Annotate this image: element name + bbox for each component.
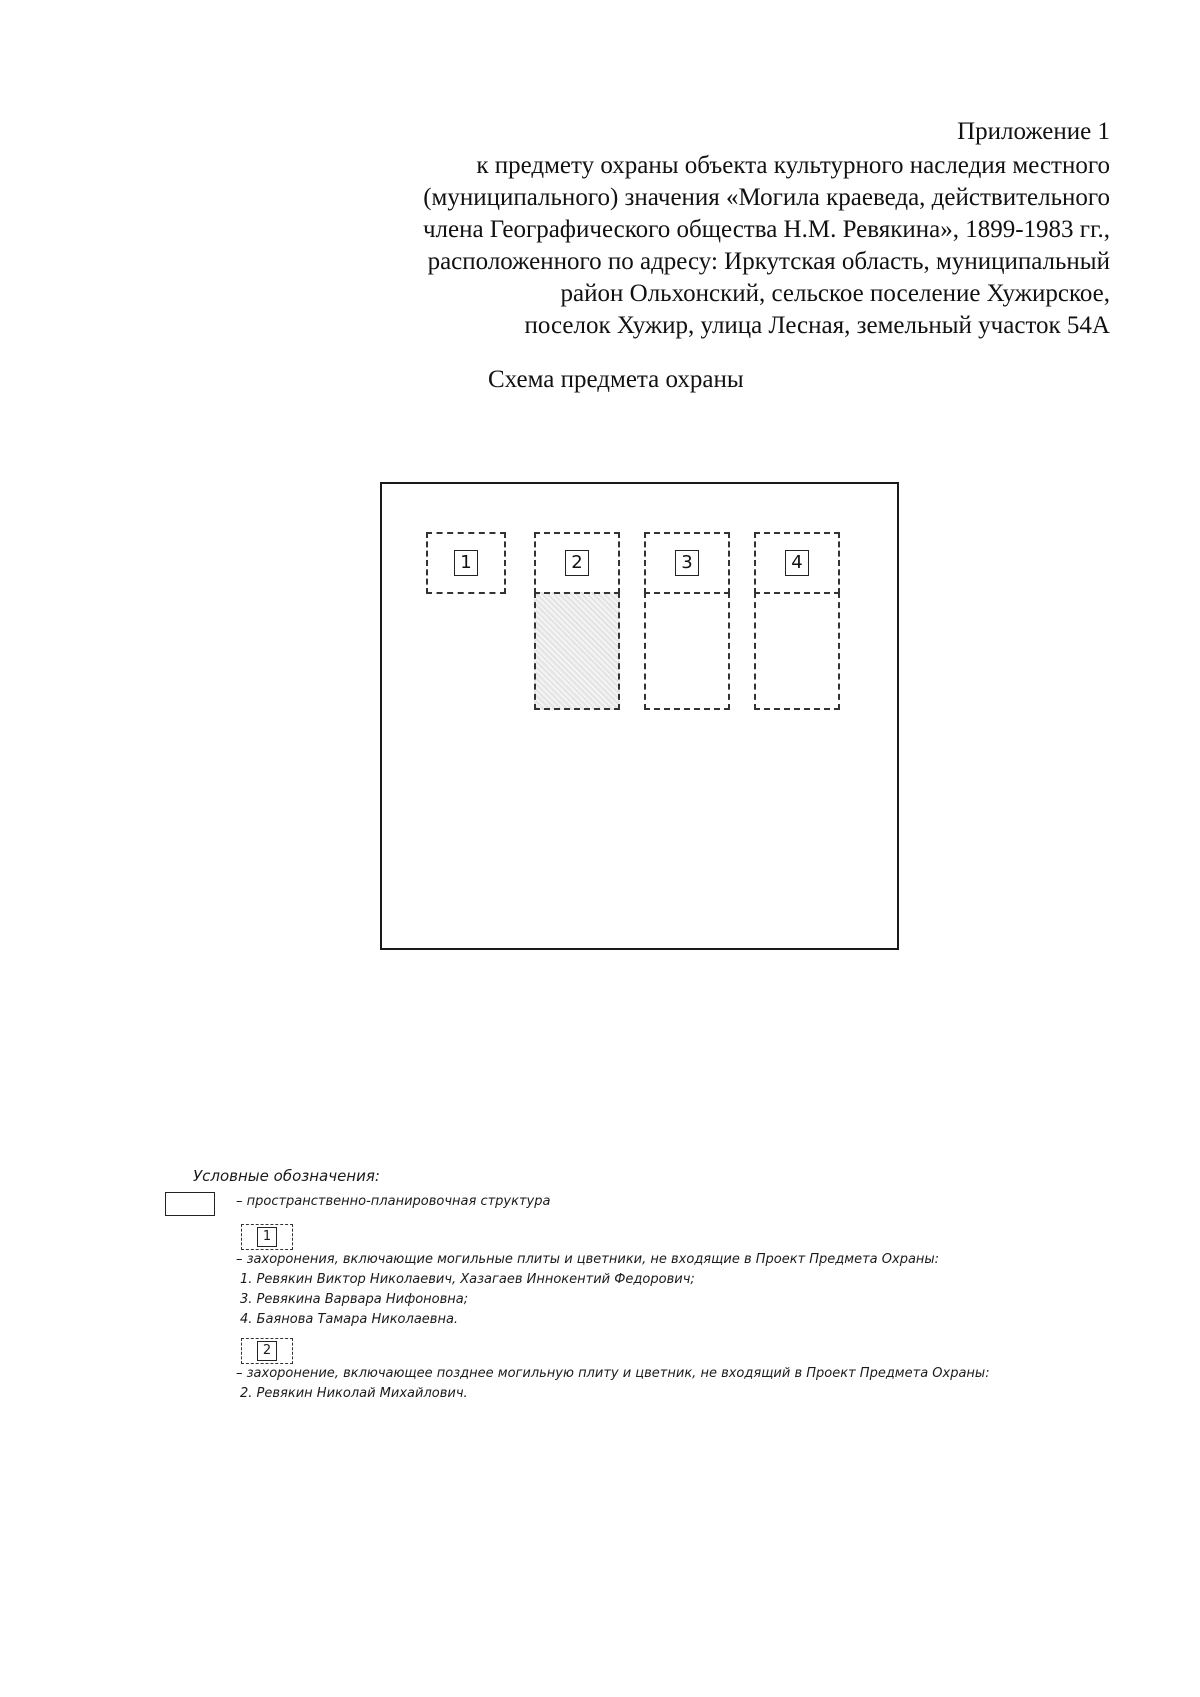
legend-row-burials <box>160 1224 1160 1330</box>
plot-number: 2 <box>565 550 589 576</box>
solid-frame-symbol <box>165 1192 215 1216</box>
legend-list-item: 2. Ревякин Николай Михайлович. <box>240 1386 468 1401</box>
planning-structure-frame <box>380 482 899 950</box>
flowerbed-plot-2 <box>534 592 620 710</box>
legend-description: – пространственно-планировочная структура <box>236 1194 551 1209</box>
burial-plot-3 <box>644 532 730 594</box>
symbol-number: 2 <box>257 1341 277 1361</box>
burial-plot-1 <box>426 532 506 594</box>
burial-plot-2 <box>534 532 620 594</box>
header-line: район Ольхонский, сельское поселение Хужирское, <box>560 280 1110 307</box>
legend <box>160 1166 1160 1412</box>
legend-list-item: 1. Ревякин Виктор Николаевич, Хазагаев Иннокентий Федорович; <box>240 1272 695 1287</box>
header-line: расположенного по адресу: Иркутская область, муниципальный <box>427 248 1110 275</box>
legend-list-item: 4. Баянова Тамара Николаевна. <box>240 1312 459 1327</box>
legend-row-late-burial <box>160 1338 1160 1404</box>
burial-plot-4 <box>754 532 840 594</box>
dashed-plot-symbol <box>241 1224 293 1250</box>
legend-row-structure <box>160 1192 1160 1216</box>
appendix-label: Приложение 1 <box>957 118 1110 145</box>
scheme-title: Схема предмета охраны <box>488 366 744 393</box>
legend-description: – захоронения, включающие могильные плиты и цветники, не входящие в Проект Предмета Охраны: <box>236 1252 940 1267</box>
plot-number: 4 <box>785 550 809 576</box>
header-line: члена Географического общества Н.М. Ревякина», 1899-1983 гг., <box>422 216 1110 243</box>
plot-number: 3 <box>675 550 699 576</box>
legend-title: Условные обозначения: <box>193 1167 380 1185</box>
symbol-number: 1 <box>257 1227 277 1247</box>
flowerbed-plot-4 <box>754 592 840 710</box>
document-header <box>310 116 1110 342</box>
flowerbed-plot-3 <box>644 592 730 710</box>
legend-list-item: 3. Ревякина Варвара Нифоновна; <box>240 1292 469 1307</box>
header-line: к предмету охраны объекта культурного наследия местного <box>476 152 1110 179</box>
header-line: (муниципального) значения «Могила краеведа, действительного <box>423 184 1110 211</box>
dashed-plot-symbol <box>241 1338 293 1364</box>
header-line: поселок Хужир, улица Лесная, земельный участок 54А <box>524 312 1110 339</box>
legend-description: – захоронение, включающее позднее могильную плиту и цветник, не входящий в Проект Предмета Охраны: <box>236 1366 990 1381</box>
plot-number: 1 <box>454 550 478 576</box>
